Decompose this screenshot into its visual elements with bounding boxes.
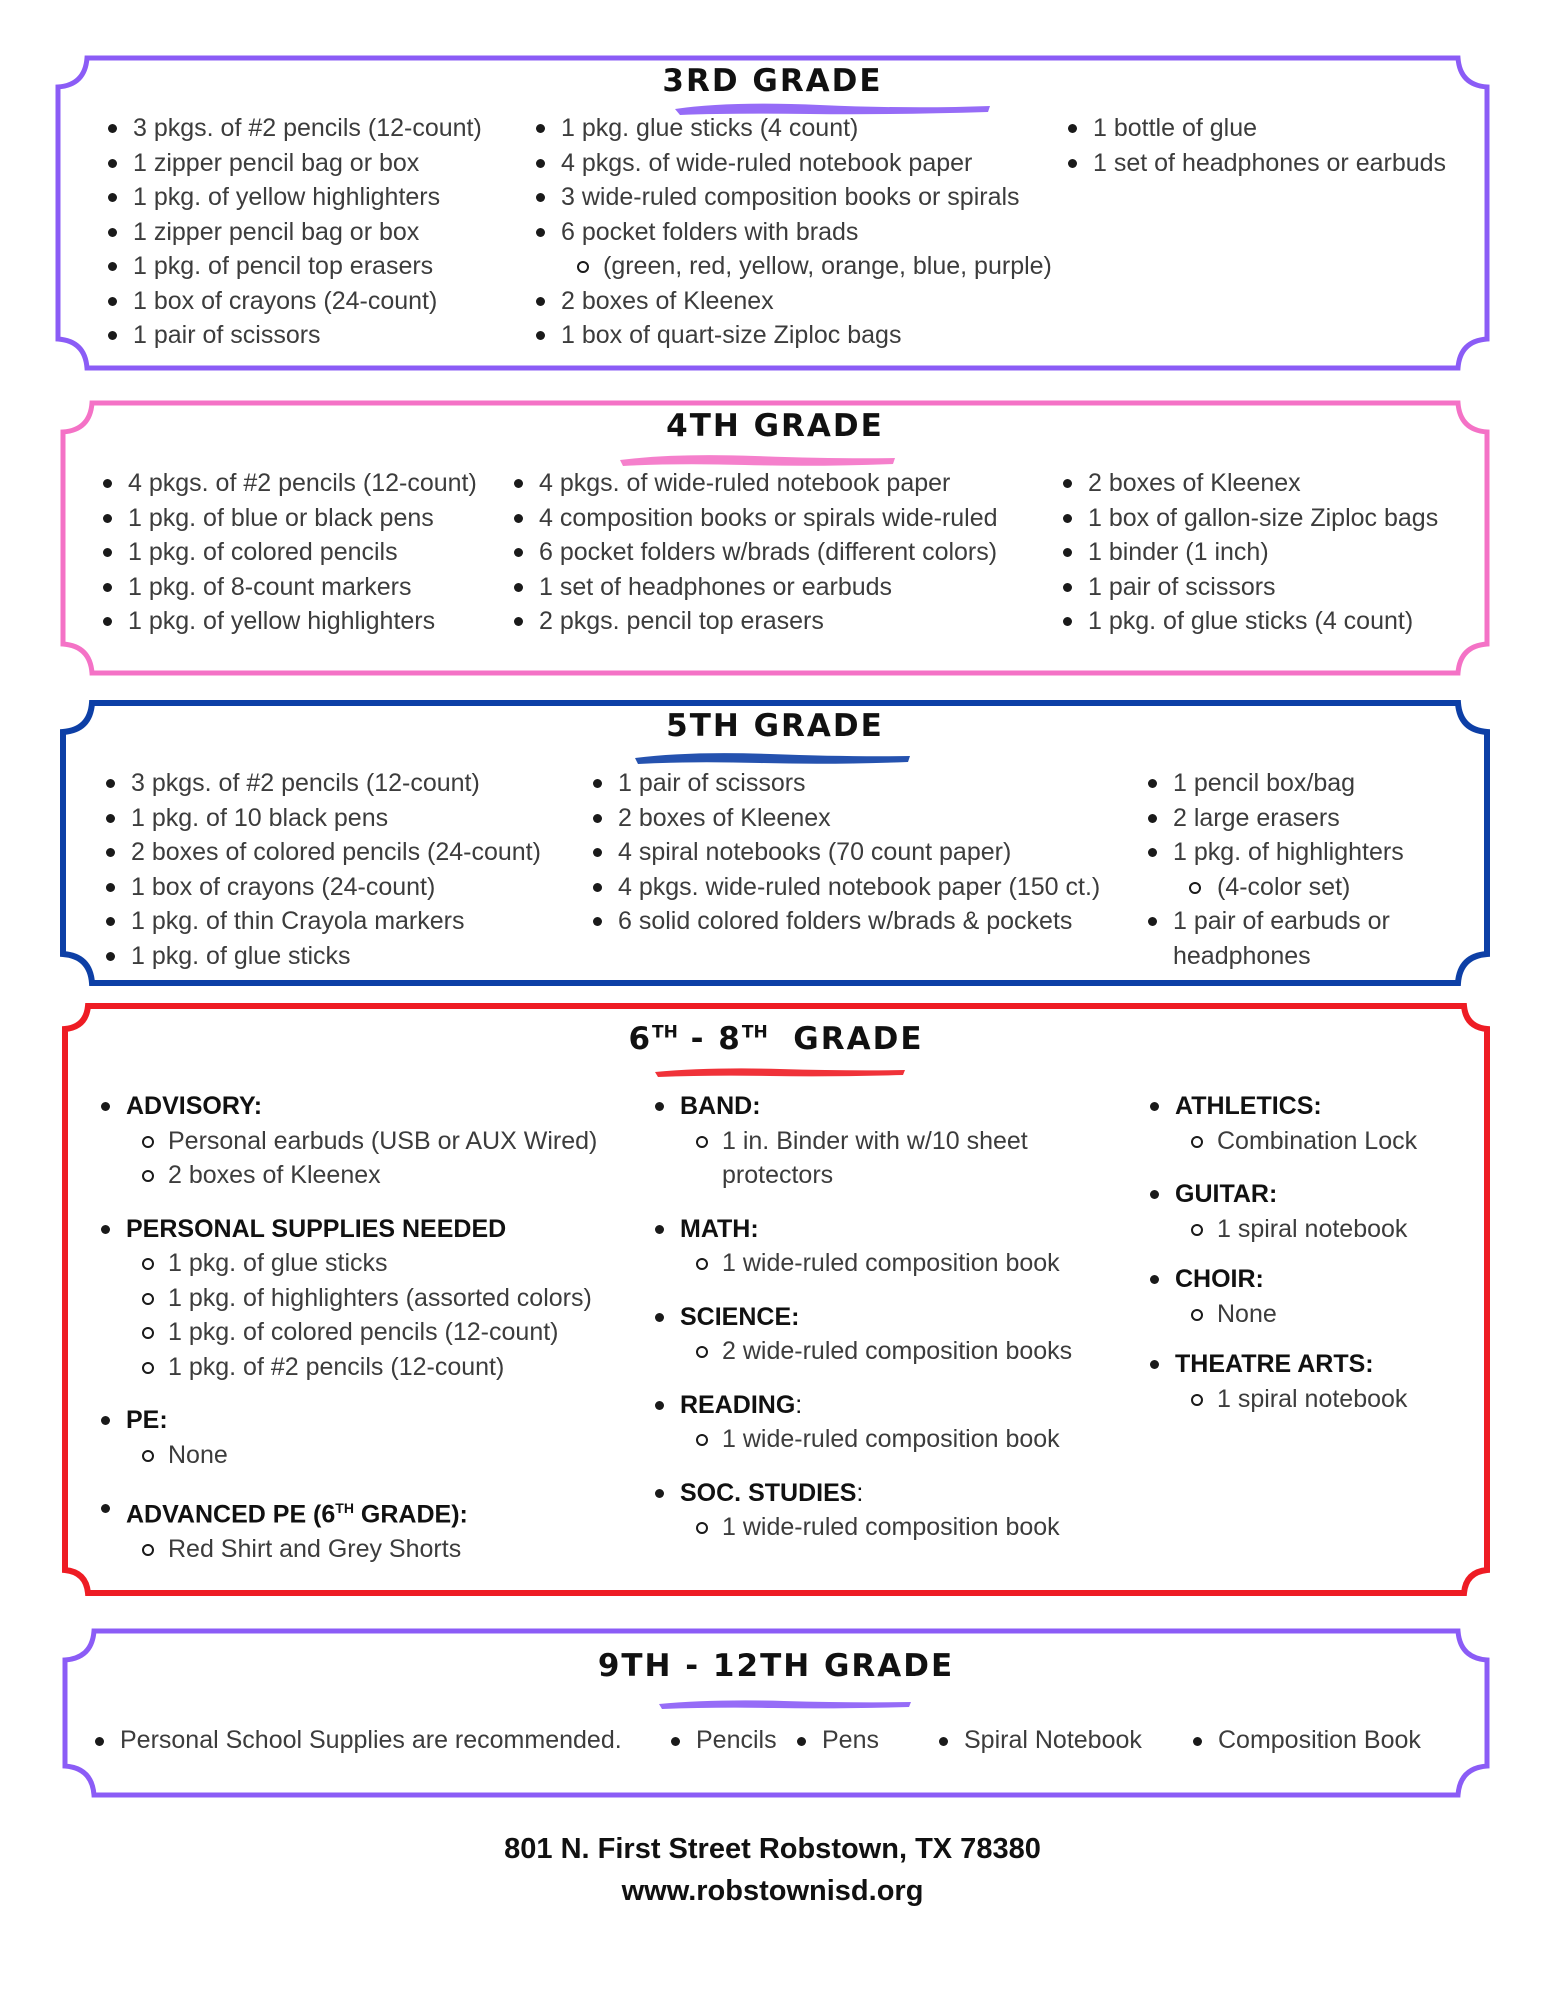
sub-list-item: 1 pkg. of #2 pencils (12-count)	[98, 1350, 597, 1385]
list-item: 4 spiral notebooks (70 count paper)	[590, 835, 1100, 870]
list-item: 6 solid colored folders w/brads & pockets	[590, 904, 1100, 939]
list-item: 4 pkgs. wide-ruled notebook paper (150 ct.)	[590, 870, 1100, 905]
sub-list-item: 1 spiral notebook	[1147, 1212, 1417, 1247]
website-link[interactable]: www.robstownisd.org	[621, 1875, 924, 1907]
grade5-col2	[590, 766, 1100, 939]
list-item: 1 pkg. of 10 black pens	[103, 801, 541, 836]
group-label: GUITAR:	[1147, 1177, 1417, 1212]
sub-list-item: (green, red, yellow, orange, blue, purple)	[533, 249, 1052, 284]
theatre-arts-group	[1147, 1347, 1417, 1416]
grade4-section	[60, 400, 1490, 676]
list-item: 4 pkgs. of wide-ruled notebook paper	[533, 146, 1052, 181]
list-item: 1 bottle of glue	[1065, 111, 1446, 146]
grade68-section	[62, 1003, 1490, 1596]
list-item: 1 pkg. of blue or black pens	[100, 501, 477, 536]
advanced-pe-group	[98, 1491, 597, 1566]
guitar-group	[1147, 1177, 1417, 1246]
list-item: 2 large erasers	[1145, 801, 1404, 836]
grade3-section	[55, 55, 1490, 371]
group-label: PERSONAL SUPPLIES NEEDED	[98, 1212, 597, 1247]
sub-list-item: None	[1147, 1297, 1417, 1332]
list-item: 1 pencil box/bag	[1145, 766, 1404, 801]
grade3-col2	[533, 111, 1052, 353]
sub-list-item: Personal earbuds (USB or AUX Wired)	[98, 1124, 597, 1159]
list-item: 4 composition books or spirals wide-ruled	[511, 501, 998, 536]
grade5-brush	[630, 748, 915, 768]
grade3-col1	[105, 111, 482, 353]
group-label: THEATRE ARTS:	[1147, 1347, 1417, 1382]
sub-list-item: 1 spiral notebook	[1147, 1382, 1417, 1417]
list-item: 3 pkgs. of #2 pencils (12-count)	[103, 766, 541, 801]
list-item: 1 zipper pencil bag or box	[105, 215, 482, 250]
list-item: 1 zipper pencil bag or box	[105, 146, 482, 181]
list-item: 6 pocket folders w/brads (different colors)	[511, 535, 998, 570]
list-item: 2 pkgs. pencil top erasers	[511, 604, 998, 639]
sub-list-item: 1 in. Binder with w/10 sheet	[652, 1124, 1072, 1159]
list-item: 1 pkg. of colored pencils	[100, 535, 477, 570]
group-label: ADVANCED PE (6TH GRADE):	[98, 1491, 597, 1532]
sub-list-item: Red Shirt and Grey Shorts	[98, 1532, 597, 1567]
list-item: Spiral Notebook	[936, 1726, 1142, 1755]
grade68-title: 6TH - 8TH GRADE	[628, 1021, 924, 1057]
list-item: 1 box of gallon-size Ziploc bags	[1060, 501, 1438, 536]
list-item: 2 boxes of colored pencils (24-count)	[103, 835, 541, 870]
grade4-title: 4TH GRADE	[666, 408, 884, 444]
sub-list-item: 2 boxes of Kleenex	[98, 1158, 597, 1193]
athletics-group	[1147, 1089, 1417, 1158]
grade3-title: 3RD GRADE	[662, 63, 883, 99]
list-item: 1 binder (1 inch)	[1060, 535, 1438, 570]
list-item: 1 box of crayons (24-count)	[105, 284, 482, 319]
grade4-brush	[615, 450, 900, 470]
list-item: 1 pair of earbuds or	[1145, 904, 1404, 939]
choir-group	[1147, 1262, 1417, 1331]
list-item: 1 pkg. of highlighters	[1145, 835, 1404, 870]
group-label: BAND:	[652, 1089, 1072, 1124]
reading-group	[652, 1388, 1072, 1457]
grade5-section	[60, 700, 1490, 986]
grade4-col2	[511, 466, 998, 639]
sub-list-item: 1 pkg. of glue sticks	[98, 1246, 597, 1281]
grade3-brush	[670, 97, 1000, 119]
grade912-section	[62, 1628, 1490, 1798]
group-label: READING:	[652, 1388, 1072, 1423]
footer	[0, 1828, 1545, 1912]
sub-list-item: (4-color set)	[1145, 870, 1404, 905]
advisory-group	[98, 1089, 597, 1193]
group-label: ADVISORY:	[98, 1089, 597, 1124]
grade4-col3	[1060, 466, 1438, 639]
list-item: Composition Book	[1190, 1726, 1421, 1755]
list-item: 1 set of headphones or earbuds	[1065, 146, 1446, 181]
band-group	[652, 1089, 1072, 1193]
group-label: CHOIR:	[1147, 1262, 1417, 1297]
group-label: PE:	[98, 1403, 597, 1438]
list-item: 1 set of headphones or earbuds	[511, 570, 998, 605]
list-item: 1 pkg. of glue sticks	[103, 939, 541, 974]
sub-list-item: 1 pkg. of highlighters (assorted colors)	[98, 1281, 597, 1316]
list-item: 3 wide-ruled composition books or spirals	[533, 180, 1052, 215]
sub-list-item-continuation: protectors	[722, 1161, 834, 1189]
address: 801 N. First Street Robstown, TX 78380	[504, 1833, 1041, 1865]
grade68-col3	[1147, 1089, 1417, 1432]
sub-list-item: 1 wide-ruled composition book	[652, 1510, 1072, 1545]
personal-supplies-group	[98, 1212, 597, 1385]
grade5-col1	[103, 766, 541, 973]
list-item: 4 pkgs. of #2 pencils (12-count)	[100, 466, 477, 501]
sub-list-item: 1 wide-ruled composition book	[652, 1422, 1072, 1457]
group-label: MATH:	[652, 1212, 1072, 1247]
list-item: 2 boxes of Kleenex	[590, 801, 1100, 836]
grade912-title: 9TH - 12TH GRADE	[597, 1648, 955, 1684]
grade68-brush	[650, 1064, 910, 1080]
sub-list-item: Combination Lock	[1147, 1124, 1417, 1159]
list-item: Pencils	[668, 1726, 777, 1755]
sub-list-item: None	[98, 1438, 597, 1473]
group-label: SCIENCE:	[652, 1300, 1072, 1335]
grade3-col3	[1065, 111, 1446, 180]
grade68-col2	[652, 1089, 1072, 1561]
list-item: 1 pkg. glue sticks (4 count)	[533, 111, 1052, 146]
sub-list-item: 1 pkg. of colored pencils (12-count)	[98, 1315, 597, 1350]
list-item: 1 pair of scissors	[105, 318, 482, 353]
soc-studies-group	[652, 1476, 1072, 1545]
sub-list-item: 2 wide-ruled composition books	[652, 1334, 1072, 1369]
group-label: SOC. STUDIES:	[652, 1476, 1072, 1511]
list-item: 2 boxes of Kleenex	[533, 284, 1052, 319]
list-item: 1 pkg. of pencil top erasers	[105, 249, 482, 284]
grade5-col3	[1145, 766, 1404, 973]
math-group	[652, 1212, 1072, 1281]
list-item: Personal School Supplies are recommended.	[92, 1726, 622, 1755]
list-item: 3 pkgs. of #2 pencils (12-count)	[105, 111, 482, 146]
list-item: 4 pkgs. of wide-ruled notebook paper	[511, 466, 998, 501]
list-item-continuation: headphones	[1173, 941, 1311, 970]
grade5-title: 5TH GRADE	[666, 708, 884, 744]
sub-list-item: 1 wide-ruled composition book	[652, 1246, 1072, 1281]
list-item: 6 pocket folders with brads	[533, 215, 1052, 250]
pe-group	[98, 1403, 597, 1472]
list-item: 1 pkg. of yellow highlighters	[105, 180, 482, 215]
list-item: 1 pkg. of 8-count markers	[100, 570, 477, 605]
grade68-col1	[98, 1089, 597, 1582]
list-item: 1 pair of scissors	[590, 766, 1100, 801]
list-item: 1 box of quart-size Ziploc bags	[533, 318, 1052, 353]
science-group	[652, 1300, 1072, 1369]
list-item: 1 pair of scissors	[1060, 570, 1438, 605]
list-item: 1 box of crayons (24-count)	[103, 870, 541, 905]
list-item: Pens	[794, 1726, 879, 1755]
grade912-brush	[654, 1696, 916, 1712]
list-item: 1 pkg. of glue sticks (4 count)	[1060, 604, 1438, 639]
list-item: 1 pkg. of thin Crayola markers	[103, 904, 541, 939]
list-item: 1 pkg. of yellow highlighters	[100, 604, 477, 639]
list-item: 2 boxes of Kleenex	[1060, 466, 1438, 501]
grade4-col1	[100, 466, 477, 639]
group-label: ATHLETICS:	[1147, 1089, 1417, 1124]
